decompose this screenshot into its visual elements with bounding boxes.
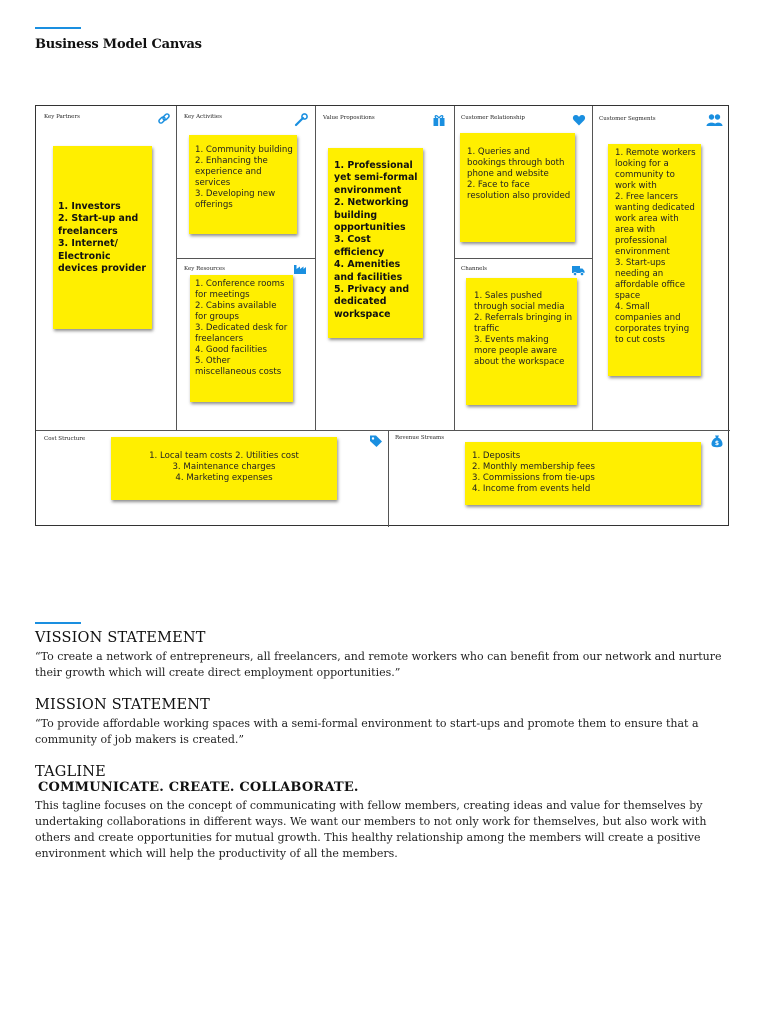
money-bag-icon: [710, 434, 724, 448]
mission-heading: MISSION STATEMENT: [35, 697, 211, 713]
customer-relationship-note: 1. Queries and bookings through both phone and website 2. Face to face resolution also provided: [460, 133, 575, 242]
heart-icon: [572, 113, 586, 127]
key-resources-note: 1. Conference rooms for meetings 2. Cabins available for groups 3. Dedicated desk for freelancers 4. Good facilities 5. Other miscellaneous costs: [190, 275, 293, 402]
section-accent-line: [35, 622, 81, 624]
divider: [388, 430, 389, 527]
value-propositions-note: 1. Professional yet semi-formal environment 2. Networking building opportunities 3. Cost efficiency 4. Amenities and facilities 5. Privacy and dedicated workspace: [328, 148, 423, 338]
channels-label: Channels: [461, 266, 487, 272]
mission-text: “To provide affordable working spaces with a semi-formal environment to start-ups and promote them to ensure that a community of job makers is created.”: [35, 717, 699, 746]
tagline-slogan: COMMUNICATE. CREATE. COLLABORATE.: [38, 780, 359, 795]
revenue-streams-note: 1. Deposits 2. Monthly membership fees 3. Commissions from tie-ups 4. Income from events held: [465, 442, 701, 505]
divider: [454, 106, 455, 430]
key-activities-label: Key Activities: [184, 114, 223, 120]
customer-segments-label: Customer Segments: [599, 116, 656, 122]
divider: [454, 258, 592, 259]
divider: [592, 106, 593, 430]
tagline-text: This tagline focuses on the concept of communicating with fellow members, creating ideas and value for themselves by undertaking collaborations in different ways. We want our members to not only work for themselves, but also work with others and create opportunities for mutual growth. This healthy relationship among the members will create a positive environment which will help the productivity of all the members.: [35, 799, 707, 860]
channels-note: 1. Sales pushed through social media 2. Referrals bringing in traffic 3. Events making more people aware about the workspace: [466, 278, 577, 405]
key-activities-note: 1. Community building 2. Enhancing the experience and services 3. Developing new offerings: [189, 135, 297, 234]
gift-icon: [432, 113, 446, 127]
title-accent-line: [35, 27, 81, 29]
value-propositions-label: Value Propositions: [323, 115, 375, 121]
divider: [315, 106, 316, 430]
divider: [36, 430, 730, 431]
users-icon: [706, 113, 723, 127]
truck-icon: [571, 263, 585, 277]
vision-text: “To create a network of entrepreneurs, all freelancers, and remote workers who can benefit from our network and nurture their growth which will create direct employment opportunities.”: [35, 650, 722, 679]
key-resources-label: Key Resources: [184, 266, 225, 272]
page-title: Business Model Canvas: [35, 37, 202, 52]
vision-heading: VISSION STATEMENT: [35, 630, 206, 646]
tag-icon: [369, 434, 383, 448]
svg-text:$: $: [714, 440, 720, 447]
key-partners-label: Key Partners: [44, 114, 80, 120]
divider: [176, 258, 315, 259]
factory-icon: [293, 261, 307, 275]
key-partners-note: 1. Investors 2. Start-up and freelancers 3. Internet/ Electronic devices provider: [53, 146, 152, 329]
divider: [176, 106, 177, 430]
tagline-heading: TAGLINE: [35, 764, 106, 780]
cost-structure-label: Cost Structure: [44, 436, 86, 442]
revenue-streams-label: Revenue Streams: [395, 435, 445, 441]
link-icon: [157, 112, 171, 126]
business-model-canvas: [35, 105, 729, 526]
customer-segments-note: 1. Remote workers looking for a community to work with 2. Free lancers wanting dedicated work area with area with professional environment 3. Start-ups needing an affordable office space 4. Small companies and corporates trying to cut costs: [608, 144, 701, 376]
cost-structure-note: 1. Local team costs 2. Utilities cost 3. Maintenance charges 4. Marketing expenses: [111, 437, 337, 500]
customer-relationship-label: Customer Relationship: [461, 115, 525, 121]
tools-icon: [294, 113, 308, 127]
